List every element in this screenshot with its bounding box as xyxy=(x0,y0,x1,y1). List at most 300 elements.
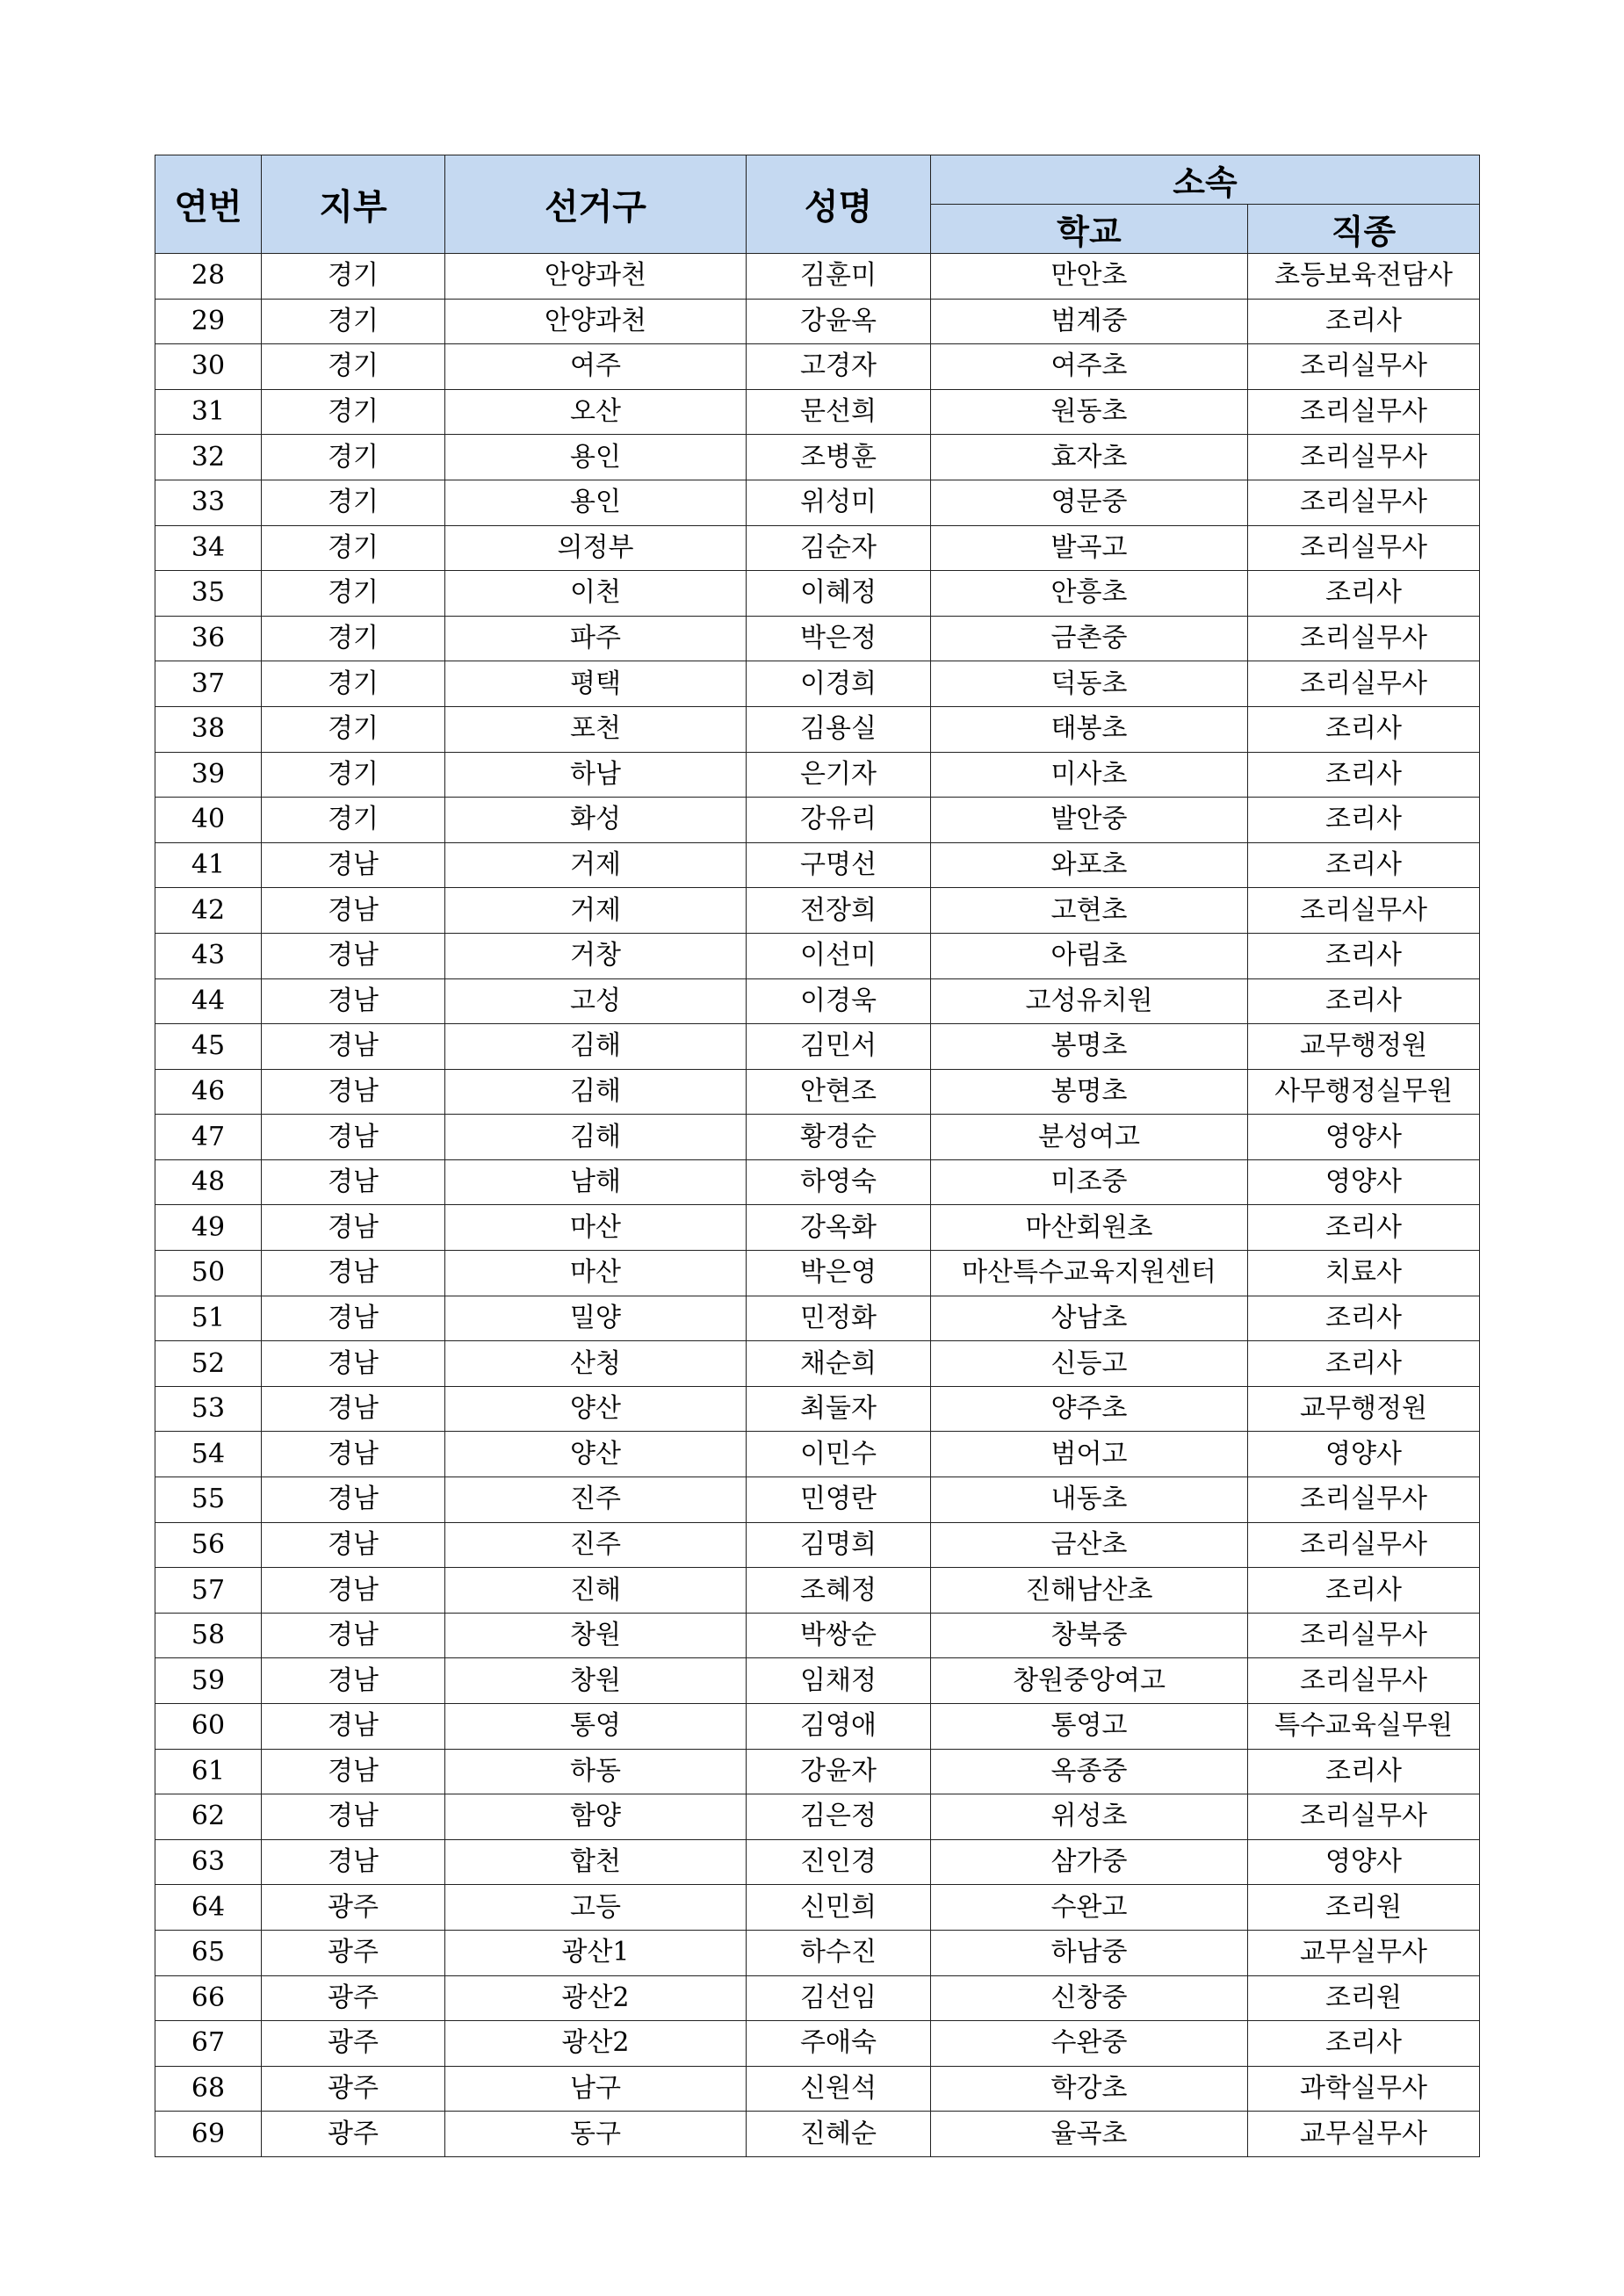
cell-no: 32 xyxy=(155,435,262,480)
cell-branch: 경남 xyxy=(262,1024,445,1070)
table-row xyxy=(155,2021,1480,2067)
cell-no: 31 xyxy=(155,389,262,435)
member-table xyxy=(155,155,1480,2157)
header-school: 학교 xyxy=(931,205,1248,254)
cell-district: 거창 xyxy=(445,933,747,978)
cell-district: 김해 xyxy=(445,1069,747,1115)
cell-school: 마산회원초 xyxy=(931,1205,1248,1251)
cell-branch: 경기 xyxy=(262,435,445,480)
cell-name: 위성미 xyxy=(747,480,931,525)
cell-name: 은기자 xyxy=(747,752,931,798)
table-row xyxy=(155,299,1480,344)
table-row xyxy=(155,1341,1480,1387)
cell-job: 영양사 xyxy=(1248,1839,1480,1885)
cell-branch: 경기 xyxy=(262,661,445,707)
cell-no: 62 xyxy=(155,1794,262,1840)
cell-no: 30 xyxy=(155,344,262,390)
cell-district: 동구 xyxy=(445,2112,747,2157)
cell-no: 66 xyxy=(155,1975,262,2021)
table-row xyxy=(155,1386,1480,1432)
cell-job: 교무행정원 xyxy=(1248,1024,1480,1070)
cell-branch: 경기 xyxy=(262,389,445,435)
cell-no: 47 xyxy=(155,1115,262,1160)
cell-no: 46 xyxy=(155,1069,262,1115)
cell-branch: 광주 xyxy=(262,2112,445,2157)
cell-branch: 경기 xyxy=(262,752,445,798)
cell-job: 초등보육전담사 xyxy=(1248,254,1480,300)
cell-district: 김해 xyxy=(445,1024,747,1070)
cell-no: 65 xyxy=(155,1930,262,1975)
cell-name: 이경희 xyxy=(747,661,931,707)
cell-district: 통영 xyxy=(445,1704,747,1750)
cell-school: 봉명초 xyxy=(931,1069,1248,1115)
cell-district: 마산 xyxy=(445,1251,747,1296)
cell-no: 57 xyxy=(155,1568,262,1614)
cell-district: 광산2 xyxy=(445,2021,747,2067)
cell-branch: 경기 xyxy=(262,480,445,525)
cell-no: 64 xyxy=(155,1885,262,1931)
header-affiliation: 소속 xyxy=(931,155,1480,205)
cell-no: 40 xyxy=(155,798,262,843)
cell-name: 하영숙 xyxy=(747,1159,931,1205)
table-row xyxy=(155,1930,1480,1975)
table-row xyxy=(155,254,1480,300)
cell-no: 34 xyxy=(155,525,262,571)
cell-school: 율곡초 xyxy=(931,2112,1248,2157)
cell-district: 하동 xyxy=(445,1749,747,1794)
cell-no: 60 xyxy=(155,1704,262,1750)
cell-school: 마산특수교육지원센터 xyxy=(931,1251,1248,1296)
header-branch: 지부 xyxy=(262,155,445,254)
table-row xyxy=(155,435,1480,480)
cell-name: 진혜순 xyxy=(747,2112,931,2157)
cell-job: 조리원 xyxy=(1248,1885,1480,1931)
cell-branch: 경기 xyxy=(262,616,445,661)
cell-school: 학강초 xyxy=(931,2066,1248,2112)
cell-branch: 경남 xyxy=(262,1069,445,1115)
table-header xyxy=(155,155,1480,254)
cell-school: 범어고 xyxy=(931,1432,1248,1477)
cell-job: 조리사 xyxy=(1248,706,1480,752)
cell-district: 평택 xyxy=(445,661,747,707)
cell-name: 진인경 xyxy=(747,1839,931,1885)
cell-job: 영양사 xyxy=(1248,1159,1480,1205)
cell-name: 임채정 xyxy=(747,1658,931,1704)
cell-district: 오산 xyxy=(445,389,747,435)
cell-school: 옥종중 xyxy=(931,1749,1248,1794)
cell-job: 영양사 xyxy=(1248,1115,1480,1160)
cell-no: 35 xyxy=(155,571,262,617)
cell-no: 61 xyxy=(155,1749,262,1794)
cell-district: 양산 xyxy=(445,1386,747,1432)
cell-name: 이선미 xyxy=(747,933,931,978)
cell-branch: 경남 xyxy=(262,1296,445,1341)
cell-branch: 경기 xyxy=(262,344,445,390)
cell-branch: 경남 xyxy=(262,933,445,978)
cell-district: 파주 xyxy=(445,616,747,661)
cell-name: 박쌍순 xyxy=(747,1613,931,1658)
cell-name: 전장희 xyxy=(747,888,931,934)
cell-name: 주애숙 xyxy=(747,2021,931,2067)
table-row xyxy=(155,661,1480,707)
cell-branch: 경남 xyxy=(262,1839,445,1885)
table-row xyxy=(155,933,1480,978)
cell-no: 36 xyxy=(155,616,262,661)
table-row xyxy=(155,1205,1480,1251)
cell-job: 조리사 xyxy=(1248,2021,1480,2067)
cell-district: 진주 xyxy=(445,1477,747,1523)
cell-school: 미조중 xyxy=(931,1159,1248,1205)
cell-name: 이혜정 xyxy=(747,571,931,617)
cell-school: 양주초 xyxy=(931,1386,1248,1432)
cell-district: 마산 xyxy=(445,1205,747,1251)
cell-job: 조리사 xyxy=(1248,1341,1480,1387)
table-row xyxy=(155,1704,1480,1750)
cell-job: 교무행정원 xyxy=(1248,1386,1480,1432)
table-row xyxy=(155,1432,1480,1477)
cell-school: 고성유치원 xyxy=(931,978,1248,1024)
cell-district: 용인 xyxy=(445,480,747,525)
cell-branch: 경남 xyxy=(262,1658,445,1704)
header-no: 연번 xyxy=(155,155,262,254)
cell-school: 효자초 xyxy=(931,435,1248,480)
cell-name: 황경순 xyxy=(747,1115,931,1160)
cell-name: 최둘자 xyxy=(747,1386,931,1432)
cell-school: 미사초 xyxy=(931,752,1248,798)
cell-branch: 경남 xyxy=(262,1432,445,1477)
table-row xyxy=(155,1115,1480,1160)
cell-branch: 경기 xyxy=(262,525,445,571)
cell-branch: 경남 xyxy=(262,1794,445,1840)
cell-school: 와포초 xyxy=(931,842,1248,888)
cell-district: 남해 xyxy=(445,1159,747,1205)
cell-school: 수완중 xyxy=(931,2021,1248,2067)
cell-school: 창북중 xyxy=(931,1613,1248,1658)
cell-district: 진주 xyxy=(445,1522,747,1568)
table-row xyxy=(155,1024,1480,1070)
cell-no: 45 xyxy=(155,1024,262,1070)
cell-name: 김선임 xyxy=(747,1975,931,2021)
cell-branch: 경남 xyxy=(262,1613,445,1658)
cell-no: 37 xyxy=(155,661,262,707)
table-row xyxy=(155,1613,1480,1658)
cell-job: 조리사 xyxy=(1248,798,1480,843)
table-row xyxy=(155,480,1480,525)
cell-job: 조리실무사 xyxy=(1248,1477,1480,1523)
cell-school: 삼가중 xyxy=(931,1839,1248,1885)
cell-job: 조리실무사 xyxy=(1248,480,1480,525)
cell-name: 조병훈 xyxy=(747,435,931,480)
cell-branch: 경남 xyxy=(262,1341,445,1387)
cell-name: 채순희 xyxy=(747,1341,931,1387)
cell-branch: 경기 xyxy=(262,798,445,843)
cell-no: 51 xyxy=(155,1296,262,1341)
cell-school: 영문중 xyxy=(931,480,1248,525)
cell-school: 덕동초 xyxy=(931,661,1248,707)
cell-job: 사무행정실무원 xyxy=(1248,1069,1480,1115)
cell-branch: 경기 xyxy=(262,299,445,344)
table-row xyxy=(155,1069,1480,1115)
cell-school: 신창중 xyxy=(931,1975,1248,2021)
cell-name: 민정화 xyxy=(747,1296,931,1341)
cell-name: 이민수 xyxy=(747,1432,931,1477)
cell-branch: 경남 xyxy=(262,1704,445,1750)
cell-district: 광산2 xyxy=(445,1975,747,2021)
cell-branch: 광주 xyxy=(262,1975,445,2021)
cell-job: 조리사 xyxy=(1248,1568,1480,1614)
cell-school: 발곡고 xyxy=(931,525,1248,571)
table-row xyxy=(155,1749,1480,1794)
cell-name: 김순자 xyxy=(747,525,931,571)
cell-district: 창원 xyxy=(445,1613,747,1658)
cell-branch: 경남 xyxy=(262,888,445,934)
cell-name: 강유리 xyxy=(747,798,931,843)
cell-branch: 광주 xyxy=(262,2021,445,2067)
cell-no: 53 xyxy=(155,1386,262,1432)
cell-district: 이천 xyxy=(445,571,747,617)
cell-district: 거제 xyxy=(445,888,747,934)
table-row xyxy=(155,1296,1480,1341)
cell-name: 김명희 xyxy=(747,1522,931,1568)
header-district: 선거구 xyxy=(445,155,747,254)
cell-school: 수완고 xyxy=(931,1885,1248,1931)
cell-job: 과학실무사 xyxy=(1248,2066,1480,2112)
cell-job: 조리사 xyxy=(1248,1205,1480,1251)
table-row xyxy=(155,842,1480,888)
cell-school: 금촌중 xyxy=(931,616,1248,661)
cell-job: 조리실무사 xyxy=(1248,1613,1480,1658)
cell-no: 55 xyxy=(155,1477,262,1523)
cell-district: 합천 xyxy=(445,1839,747,1885)
cell-branch: 경남 xyxy=(262,1115,445,1160)
cell-school: 위성초 xyxy=(931,1794,1248,1840)
table-row xyxy=(155,1839,1480,1885)
cell-district: 산청 xyxy=(445,1341,747,1387)
cell-branch: 경남 xyxy=(262,1522,445,1568)
cell-name: 이경욱 xyxy=(747,978,931,1024)
cell-district: 안양과천 xyxy=(445,299,747,344)
cell-branch: 경남 xyxy=(262,1251,445,1296)
cell-branch: 경기 xyxy=(262,706,445,752)
cell-district: 용인 xyxy=(445,435,747,480)
cell-district: 김해 xyxy=(445,1115,747,1160)
cell-branch: 광주 xyxy=(262,2066,445,2112)
cell-name: 김영애 xyxy=(747,1704,931,1750)
cell-job: 조리사 xyxy=(1248,842,1480,888)
cell-school: 만안초 xyxy=(931,254,1248,300)
cell-branch: 경남 xyxy=(262,1159,445,1205)
table-row xyxy=(155,1522,1480,1568)
cell-school: 태봉초 xyxy=(931,706,1248,752)
cell-name: 박은영 xyxy=(747,1251,931,1296)
cell-branch: 경남 xyxy=(262,842,445,888)
cell-name: 강윤옥 xyxy=(747,299,931,344)
header-name: 성명 xyxy=(747,155,931,254)
cell-district: 의정부 xyxy=(445,525,747,571)
cell-no: 42 xyxy=(155,888,262,934)
cell-school: 원동초 xyxy=(931,389,1248,435)
table-row xyxy=(155,1251,1480,1296)
cell-name: 박은정 xyxy=(747,616,931,661)
cell-school: 상남초 xyxy=(931,1296,1248,1341)
cell-job: 조리사 xyxy=(1248,933,1480,978)
cell-school: 내동초 xyxy=(931,1477,1248,1523)
cell-no: 39 xyxy=(155,752,262,798)
cell-school: 분성여고 xyxy=(931,1115,1248,1160)
cell-branch: 광주 xyxy=(262,1885,445,1931)
table-row xyxy=(155,2112,1480,2157)
cell-job: 조리사 xyxy=(1248,1749,1480,1794)
table-row xyxy=(155,1975,1480,2021)
cell-school: 하남중 xyxy=(931,1930,1248,1975)
cell-job: 조리실무사 xyxy=(1248,344,1480,390)
cell-district: 화성 xyxy=(445,798,747,843)
table-row xyxy=(155,1477,1480,1523)
cell-job: 특수교육실무원 xyxy=(1248,1704,1480,1750)
cell-no: 38 xyxy=(155,706,262,752)
cell-branch: 경남 xyxy=(262,1477,445,1523)
cell-no: 52 xyxy=(155,1341,262,1387)
cell-school: 발안중 xyxy=(931,798,1248,843)
cell-job: 조리실무사 xyxy=(1248,435,1480,480)
cell-branch: 경남 xyxy=(262,1386,445,1432)
cell-job: 조리실무사 xyxy=(1248,389,1480,435)
table-row xyxy=(155,1159,1480,1205)
table-row xyxy=(155,571,1480,617)
header-job: 직종 xyxy=(1248,205,1480,254)
cell-no: 54 xyxy=(155,1432,262,1477)
cell-school: 통영고 xyxy=(931,1704,1248,1750)
cell-no: 63 xyxy=(155,1839,262,1885)
table-row xyxy=(155,2066,1480,2112)
cell-job: 조리원 xyxy=(1248,1975,1480,2021)
cell-no: 41 xyxy=(155,842,262,888)
cell-branch: 경남 xyxy=(262,978,445,1024)
cell-school: 금산초 xyxy=(931,1522,1248,1568)
cell-district: 고등 xyxy=(445,1885,747,1931)
cell-no: 48 xyxy=(155,1159,262,1205)
cell-no: 44 xyxy=(155,978,262,1024)
cell-branch: 경남 xyxy=(262,1749,445,1794)
cell-branch: 경남 xyxy=(262,1205,445,1251)
cell-district: 함양 xyxy=(445,1794,747,1840)
cell-school: 여주초 xyxy=(931,344,1248,390)
table-row xyxy=(155,798,1480,843)
cell-name: 김용실 xyxy=(747,706,931,752)
table-row xyxy=(155,1794,1480,1840)
cell-job: 조리사 xyxy=(1248,299,1480,344)
cell-job: 조리실무사 xyxy=(1248,525,1480,571)
cell-job: 교무실무사 xyxy=(1248,2112,1480,2157)
cell-district: 진해 xyxy=(445,1568,747,1614)
cell-no: 69 xyxy=(155,2112,262,2157)
cell-no: 67 xyxy=(155,2021,262,2067)
cell-district: 하남 xyxy=(445,752,747,798)
cell-name: 강옥화 xyxy=(747,1205,931,1251)
cell-district: 창원 xyxy=(445,1658,747,1704)
table-body xyxy=(155,254,1480,2157)
cell-district: 안양과천 xyxy=(445,254,747,300)
cell-no: 28 xyxy=(155,254,262,300)
cell-school: 범계중 xyxy=(931,299,1248,344)
table-row xyxy=(155,978,1480,1024)
cell-name: 김훈미 xyxy=(747,254,931,300)
cell-district: 양산 xyxy=(445,1432,747,1477)
cell-no: 59 xyxy=(155,1658,262,1704)
table-row xyxy=(155,1658,1480,1704)
cell-name: 민영란 xyxy=(747,1477,931,1523)
cell-school: 봉명초 xyxy=(931,1024,1248,1070)
cell-no: 56 xyxy=(155,1522,262,1568)
cell-district: 포천 xyxy=(445,706,747,752)
cell-district: 밀양 xyxy=(445,1296,747,1341)
cell-job: 조리사 xyxy=(1248,571,1480,617)
cell-district: 광산1 xyxy=(445,1930,747,1975)
cell-name: 구명선 xyxy=(747,842,931,888)
cell-name: 고경자 xyxy=(747,344,931,390)
cell-name: 조혜정 xyxy=(747,1568,931,1614)
cell-name: 강윤자 xyxy=(747,1749,931,1794)
cell-no: 33 xyxy=(155,480,262,525)
cell-name: 안현조 xyxy=(747,1069,931,1115)
cell-branch: 경기 xyxy=(262,254,445,300)
cell-job: 조리실무사 xyxy=(1248,1522,1480,1568)
cell-branch: 광주 xyxy=(262,1930,445,1975)
table-row xyxy=(155,706,1480,752)
cell-job: 조리실무사 xyxy=(1248,1658,1480,1704)
cell-name: 김민서 xyxy=(747,1024,931,1070)
cell-school: 진해남산초 xyxy=(931,1568,1248,1614)
cell-branch: 경남 xyxy=(262,1568,445,1614)
cell-branch: 경기 xyxy=(262,571,445,617)
cell-district: 여주 xyxy=(445,344,747,390)
cell-no: 49 xyxy=(155,1205,262,1251)
table-row xyxy=(155,525,1480,571)
cell-job: 치료사 xyxy=(1248,1251,1480,1296)
table-row xyxy=(155,1568,1480,1614)
cell-district: 거제 xyxy=(445,842,747,888)
cell-school: 고현초 xyxy=(931,888,1248,934)
cell-name: 신민희 xyxy=(747,1885,931,1931)
table-row xyxy=(155,752,1480,798)
table-row xyxy=(155,888,1480,934)
cell-job: 조리사 xyxy=(1248,1296,1480,1341)
cell-no: 43 xyxy=(155,933,262,978)
cell-job: 교무실무사 xyxy=(1248,1930,1480,1975)
cell-school: 안흥초 xyxy=(931,571,1248,617)
cell-job: 조리실무사 xyxy=(1248,888,1480,934)
cell-school: 신등고 xyxy=(931,1341,1248,1387)
cell-name: 문선희 xyxy=(747,389,931,435)
cell-no: 68 xyxy=(155,2066,262,2112)
cell-job: 조리실무사 xyxy=(1248,616,1480,661)
table-row xyxy=(155,389,1480,435)
cell-job: 조리실무사 xyxy=(1248,661,1480,707)
cell-district: 남구 xyxy=(445,2066,747,2112)
cell-school: 아림초 xyxy=(931,933,1248,978)
cell-job: 조리실무사 xyxy=(1248,1794,1480,1840)
cell-no: 58 xyxy=(155,1613,262,1658)
cell-name: 신원석 xyxy=(747,2066,931,2112)
cell-school: 창원중앙여고 xyxy=(931,1658,1248,1704)
cell-district: 고성 xyxy=(445,978,747,1024)
cell-name: 김은정 xyxy=(747,1794,931,1840)
cell-job: 영양사 xyxy=(1248,1432,1480,1477)
cell-job: 조리사 xyxy=(1248,978,1480,1024)
cell-no: 29 xyxy=(155,299,262,344)
cell-job: 조리사 xyxy=(1248,752,1480,798)
cell-no: 50 xyxy=(155,1251,262,1296)
